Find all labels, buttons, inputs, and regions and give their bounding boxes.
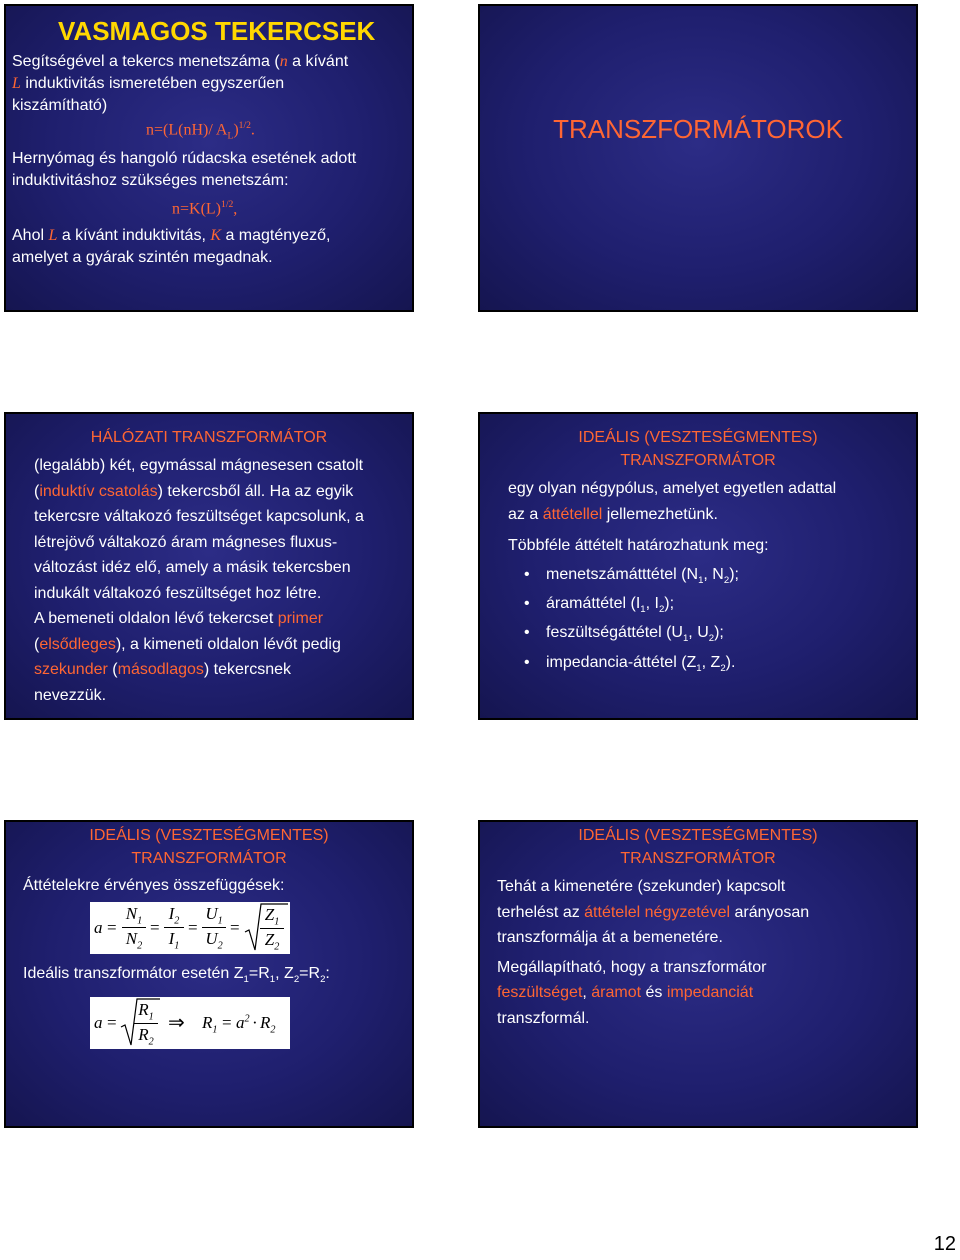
text-line: (induktív csatolás) tekercsből áll. Ha az egyik — [34, 482, 354, 500]
slide-idealis-transzformator-terheles — [478, 820, 918, 1128]
slide-title: HÁLÓZATI TRANSZFORMÁTOR — [90, 429, 328, 446]
text-line: A bemeneti oldalon lévő tekercset primer — [34, 610, 324, 627]
fraction-bar — [134, 1023, 158, 1024]
fraction-bar — [260, 928, 284, 929]
text-line: egy olyan négypólus, amelyet egyetlen adattal — [508, 480, 837, 497]
fraction-bar — [164, 927, 184, 928]
slide-vasmagos-tekercsek — [4, 4, 414, 312]
text-line: induktivitáshoz szükséges menetszám: — [12, 172, 289, 189]
bullet-item: • feszültségáttétel ($U_1$, $U_2$); — [546, 624, 724, 644]
fraction-z: $Z_1$ — [264, 905, 280, 928]
slide-title-line2: TRANSZFORMÁTOR — [131, 850, 287, 867]
slide-title-line1: IDEÁLIS (VESZTESÉGMENTES) — [578, 429, 818, 446]
slide-halozati-transzformator — [4, 412, 414, 720]
text-line: Segítségével a tekercs menetszáma (n a kívánt — [12, 53, 349, 70]
bullet-item: • menetszámátttétel ($N_1$, $N_2$); — [546, 566, 739, 586]
formula-n-a: n=(L(nH)/ $A_L)^{1/2}$. — [146, 120, 255, 142]
text-line: terhelést az áttételel négyzetével arányosan — [497, 903, 810, 921]
text-line: Megállapítható, hogy a transzformátor — [497, 958, 767, 976]
fraction-n: $N_1$ — [125, 904, 143, 927]
slide-body — [34, 453, 364, 708]
text-line: (legalább) két, egymással mágnesesen csatolt — [34, 457, 364, 474]
text-line: nevezzük. — [34, 686, 107, 704]
fraction-bar — [202, 927, 226, 928]
text-line: Ahol L a kívánt induktivitás, K a magtényező, — [12, 227, 331, 244]
text-line: kiszámítható) — [12, 97, 108, 114]
fraction-bar — [122, 927, 146, 928]
text-line: szekunder (másodlagos) tekercsnek — [34, 661, 292, 678]
slide-title: TRANSZFORMÁTOROK — [553, 114, 843, 144]
slide-body — [497, 874, 809, 1031]
slide-title-line2: TRANSZFORMÁTOR — [620, 850, 776, 867]
text-line: változást idéz elő, amely a másik tekercsben — [34, 559, 351, 576]
slide-transzformatorok — [478, 4, 918, 312]
fraction-u: $U_1$ — [205, 904, 223, 927]
implies-arrow-icon: ⇒ — [168, 1012, 185, 1034]
fraction-i: $I_2$ — [168, 904, 180, 927]
text-line: amelyet a gyárak szintén megadnak. — [12, 249, 273, 266]
text-line: Ideális transzformátor esetén $Z_1=R_1$, $Z_2=R_2$: — [23, 965, 330, 986]
slide-idealis-transzformator-attetelek — [478, 412, 918, 720]
text-line: létrejövő váltakozó áram mágneses fluxus- — [34, 533, 338, 551]
slide-idealis-transzformator-osszefuggesek — [4, 820, 414, 1128]
text-line: az a áttétellel jellemezhetünk. — [508, 506, 718, 523]
formula-n-k: $n=K(L)^{1/2}$, — [172, 199, 238, 218]
text-line: tekercsre váltakozó feszültséget kapcsolunk, a — [34, 508, 364, 525]
slide-title-line1: IDEÁLIS (VESZTESÉGMENTES) — [89, 827, 329, 844]
text-line: Áttételekre érvényes összefüggések: — [23, 877, 285, 894]
text-line: feszültséget, áramot és impedanciát — [497, 984, 754, 1001]
text-line: transzformál. — [497, 1009, 590, 1027]
text-line: Többféle áttételt határozhatunk meg: — [508, 537, 769, 554]
resistance-equation: a = $R_1$ $R_2$ ⇒ $R_1$ = $a^2$ · $R_2$ — [90, 997, 290, 1049]
text-line: Hernyómag és hangoló rúdacska esetének adott — [12, 150, 357, 167]
ratio-equation: a = $N_1$ $N_2$ = $I_2$ $I_1$ = $U_1$ $U_2$ = $Z_1$ $Z_2$ — [90, 902, 290, 954]
slide-title: VASMAGOS TEKERCSEK — [58, 16, 376, 46]
slide-title-line2: TRANSZFORMÁTOR — [620, 452, 776, 469]
text-line: (elsődleges), a kimeneti oldalon lévőt pedig — [34, 635, 341, 653]
text-line: L induktivitás ismeretében egyszerűen — [12, 75, 285, 92]
slide-title-line1: IDEÁLIS (VESZTESÉGMENTES) — [578, 827, 818, 844]
bullet-item: • impedancia-áttétel ($Z_1$, $Z_2$). — [546, 654, 735, 674]
fraction-r: $R_1$ — [138, 1000, 154, 1023]
bullet-item: • áramáttétel ($I_1$, $I_2$); — [546, 595, 674, 615]
text-line: transzformálja át a bemenetére. — [497, 929, 723, 946]
text-line: Tehát a kimenetére (szekunder) kapcsolt — [497, 878, 786, 895]
page-number: 12 — [933, 1233, 956, 1255]
text-line: indukált váltakozó feszültséget hoz létre. — [34, 584, 322, 602]
